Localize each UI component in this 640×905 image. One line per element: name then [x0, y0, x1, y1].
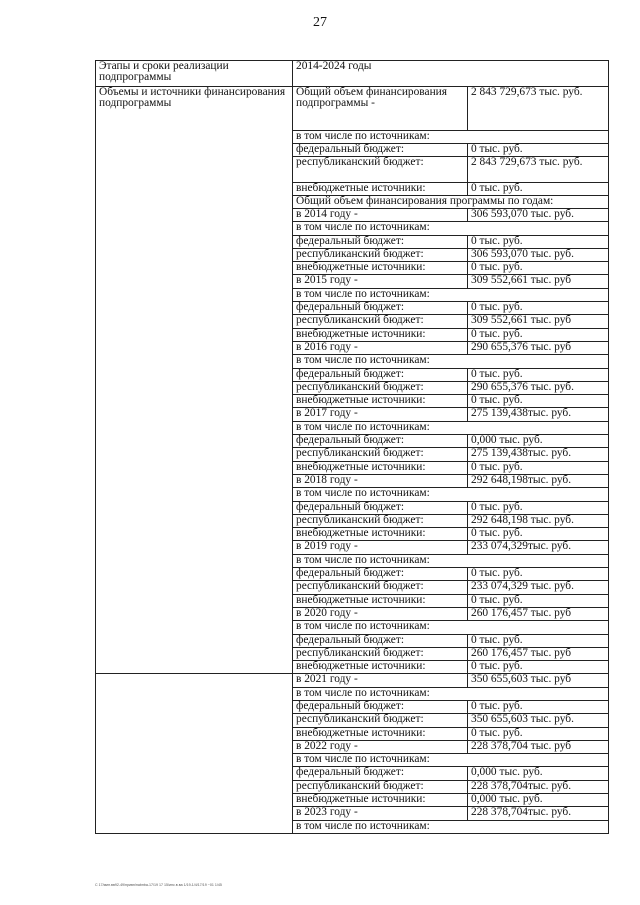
year-federal-label: федеральный бюджет: [293, 700, 468, 713]
year-sources-label: в том числе по источникам: [293, 621, 609, 634]
year-republic-value: 292 648,198 тыс. руб. [468, 514, 609, 527]
year-federal-value: 0 тыс. руб. [468, 634, 609, 647]
year-sources-label: в том числе по источникам: [293, 222, 609, 235]
year-extrabudget-value: 0 тыс. руб. [468, 661, 609, 674]
year-extrabudget-value: 0 тыс. руб. [468, 395, 609, 408]
year-extrabudget-label: внебюджетные источники: [293, 395, 468, 408]
year-extrabudget-value: 0 тыс. руб. [468, 594, 609, 607]
year-federal-label: федеральный бюджет: [293, 767, 468, 780]
year-federal-label: федеральный бюджет: [293, 568, 468, 581]
year-republic-label: республиканский бюджет: [293, 448, 468, 461]
year-extrabudget-value: 0 тыс. руб. [468, 328, 609, 341]
year-extrabudget-value: 0 тыс. руб. [468, 262, 609, 275]
year-extrabudget-label: внебюджетные источники: [293, 528, 468, 541]
year-republic-value: 275 139,438тыс. руб. [468, 448, 609, 461]
year-label: в 2019 году - [293, 541, 468, 554]
subprogram-passport-table [95, 60, 609, 834]
year-total-value: 228 378,704тыс. руб. [468, 807, 609, 820]
year-republic-label: республиканский бюджет: [293, 315, 468, 328]
year-republic-label: республиканский бюджет: [293, 780, 468, 793]
year-sources-label: в том числе по источникам: [293, 687, 609, 700]
republic-label: республиканский бюджет: [293, 157, 468, 183]
year-sources-label: в том числе по источникам: [293, 355, 609, 368]
year-label: в 2014 году - [293, 209, 468, 222]
page-number: 27 [313, 15, 327, 30]
year-republic-value: 309 552,661 тыс. руб [468, 315, 609, 328]
year-federal-value: 0 тыс. руб. [468, 368, 609, 381]
year-sources-label: в том числе по источникам: [293, 554, 609, 567]
sources-label: в том числе по источникам: [293, 131, 609, 144]
stages-label: Этапы и сроки реализации подпрограммы [96, 61, 293, 87]
year-republic-label: республиканский бюджет: [293, 248, 468, 261]
year-extrabudget-value: 0 тыс. руб. [468, 727, 609, 740]
republic-value: 2 843 729,673 тыс. руб. [468, 157, 609, 183]
year-total-value: 260 176,457 тыс. руб [468, 607, 609, 620]
year-federal-value: 0 тыс. руб. [468, 501, 609, 514]
year-sources-label: в том числе по источникам: [293, 820, 609, 833]
year-republic-label: республиканский бюджет: [293, 714, 468, 727]
total-value: 2 843 729,673 тыс. руб. [468, 87, 609, 131]
year-republic-value: 260 176,457 тыс. руб [468, 647, 609, 660]
year-republic-value: 350 655,603 тыс. руб. [468, 714, 609, 727]
year-republic-label: республиканский бюджет: [293, 647, 468, 660]
total-label: Общий объем финансирования подпрограммы - [293, 87, 468, 131]
year-republic-value: 290 655,376 тыс. руб. [468, 381, 609, 394]
year-label: в 2015 году - [293, 275, 468, 288]
extrabudget-label: внебюджетные источники: [293, 183, 468, 196]
year-extrabudget-value: 0 тыс. руб. [468, 461, 609, 474]
year-extrabudget-value: 0,000 тыс. руб. [468, 794, 609, 807]
year-total-value: 290 655,376 тыс. руб [468, 341, 609, 354]
year-label: в 2021 году - [293, 674, 468, 687]
year-federal-value: 0 тыс. руб. [468, 302, 609, 315]
year-republic-value: 306 593,070 тыс. руб. [468, 248, 609, 261]
stages-row [96, 61, 609, 87]
year-extrabudget-label: внебюджетные источники: [293, 794, 468, 807]
year-extrabudget-label: внебюджетные источники: [293, 461, 468, 474]
federal-label: федеральный бюджет: [293, 144, 468, 157]
year-extrabudget-value: 0 тыс. руб. [468, 528, 609, 541]
funding-total-row [96, 87, 609, 131]
year-sources-label: в том числе по источникам: [293, 288, 609, 301]
year-total-row [96, 674, 609, 687]
year-total-value: 306 593,070 тыс. руб. [468, 209, 609, 222]
year-extrabudget-label: внебюджетные источники: [293, 262, 468, 275]
year-republic-value: 233 074,329 тыс. руб. [468, 581, 609, 594]
year-total-value: 233 074,329тыс. руб. [468, 541, 609, 554]
extrabudget-value: 0 тыс. руб. [468, 183, 609, 196]
year-federal-label: федеральный бюджет: [293, 435, 468, 448]
year-total-value: 292 648,198тыс. руб. [468, 474, 609, 487]
year-label: в 2023 году - [293, 807, 468, 820]
year-sources-label: в том числе по источникам: [293, 488, 609, 501]
funding-label: Объемы и источники финансирования подпрограммы [96, 87, 293, 674]
year-total-value: 309 552,661 тыс. руб [468, 275, 609, 288]
year-label: в 2022 году - [293, 740, 468, 753]
year-federal-value: 0,000 тыс. руб. [468, 435, 609, 448]
year-label: в 2017 году - [293, 408, 468, 421]
year-extrabudget-label: внебюджетные источники: [293, 328, 468, 341]
continuation-empty-cell [96, 674, 293, 834]
year-republic-label: республиканский бюджет: [293, 514, 468, 527]
year-sources-label: в том числе по источникам: [293, 754, 609, 767]
document-footer: С 17/мин.вв92-49/привп/наbнba-17/19 17 15/инс.в.ва 1/19-1/4/17/19 ~01 1/45 [95, 883, 222, 887]
year-federal-label: федеральный бюджет: [293, 368, 468, 381]
by-years-label: Общий объем финансирования программы по годам: [293, 196, 609, 209]
year-republic-label: республиканский бюджет: [293, 381, 468, 394]
stages-value: 2014-2024 годы [293, 61, 609, 87]
year-republic-value: 228 378,704тыс. руб. [468, 780, 609, 793]
year-total-value: 228 378,704 тыс. руб [468, 740, 609, 753]
federal-value: 0 тыс. руб. [468, 144, 609, 157]
year-federal-value: 0 тыс. руб. [468, 700, 609, 713]
year-federal-label: федеральный бюджет: [293, 302, 468, 315]
year-federal-value: 0 тыс. руб. [468, 568, 609, 581]
year-label: в 2018 году - [293, 474, 468, 487]
year-total-value: 350 655,603 тыс. руб [468, 674, 609, 687]
year-federal-value: 0 тыс. руб. [468, 235, 609, 248]
year-republic-label: республиканский бюджет: [293, 581, 468, 594]
year-extrabudget-label: внебюджетные источники: [293, 594, 468, 607]
year-extrabudget-label: внебюджетные источники: [293, 727, 468, 740]
year-federal-label: федеральный бюджет: [293, 235, 468, 248]
year-federal-value: 0,000 тыс. руб. [468, 767, 609, 780]
year-sources-label: в том числе по источникам: [293, 421, 609, 434]
year-extrabudget-label: внебюджетные источники: [293, 661, 468, 674]
year-label: в 2016 году - [293, 341, 468, 354]
year-label: в 2020 году - [293, 607, 468, 620]
year-total-value: 275 139,438тыс. руб. [468, 408, 609, 421]
year-federal-label: федеральный бюджет: [293, 501, 468, 514]
year-federal-label: федеральный бюджет: [293, 634, 468, 647]
